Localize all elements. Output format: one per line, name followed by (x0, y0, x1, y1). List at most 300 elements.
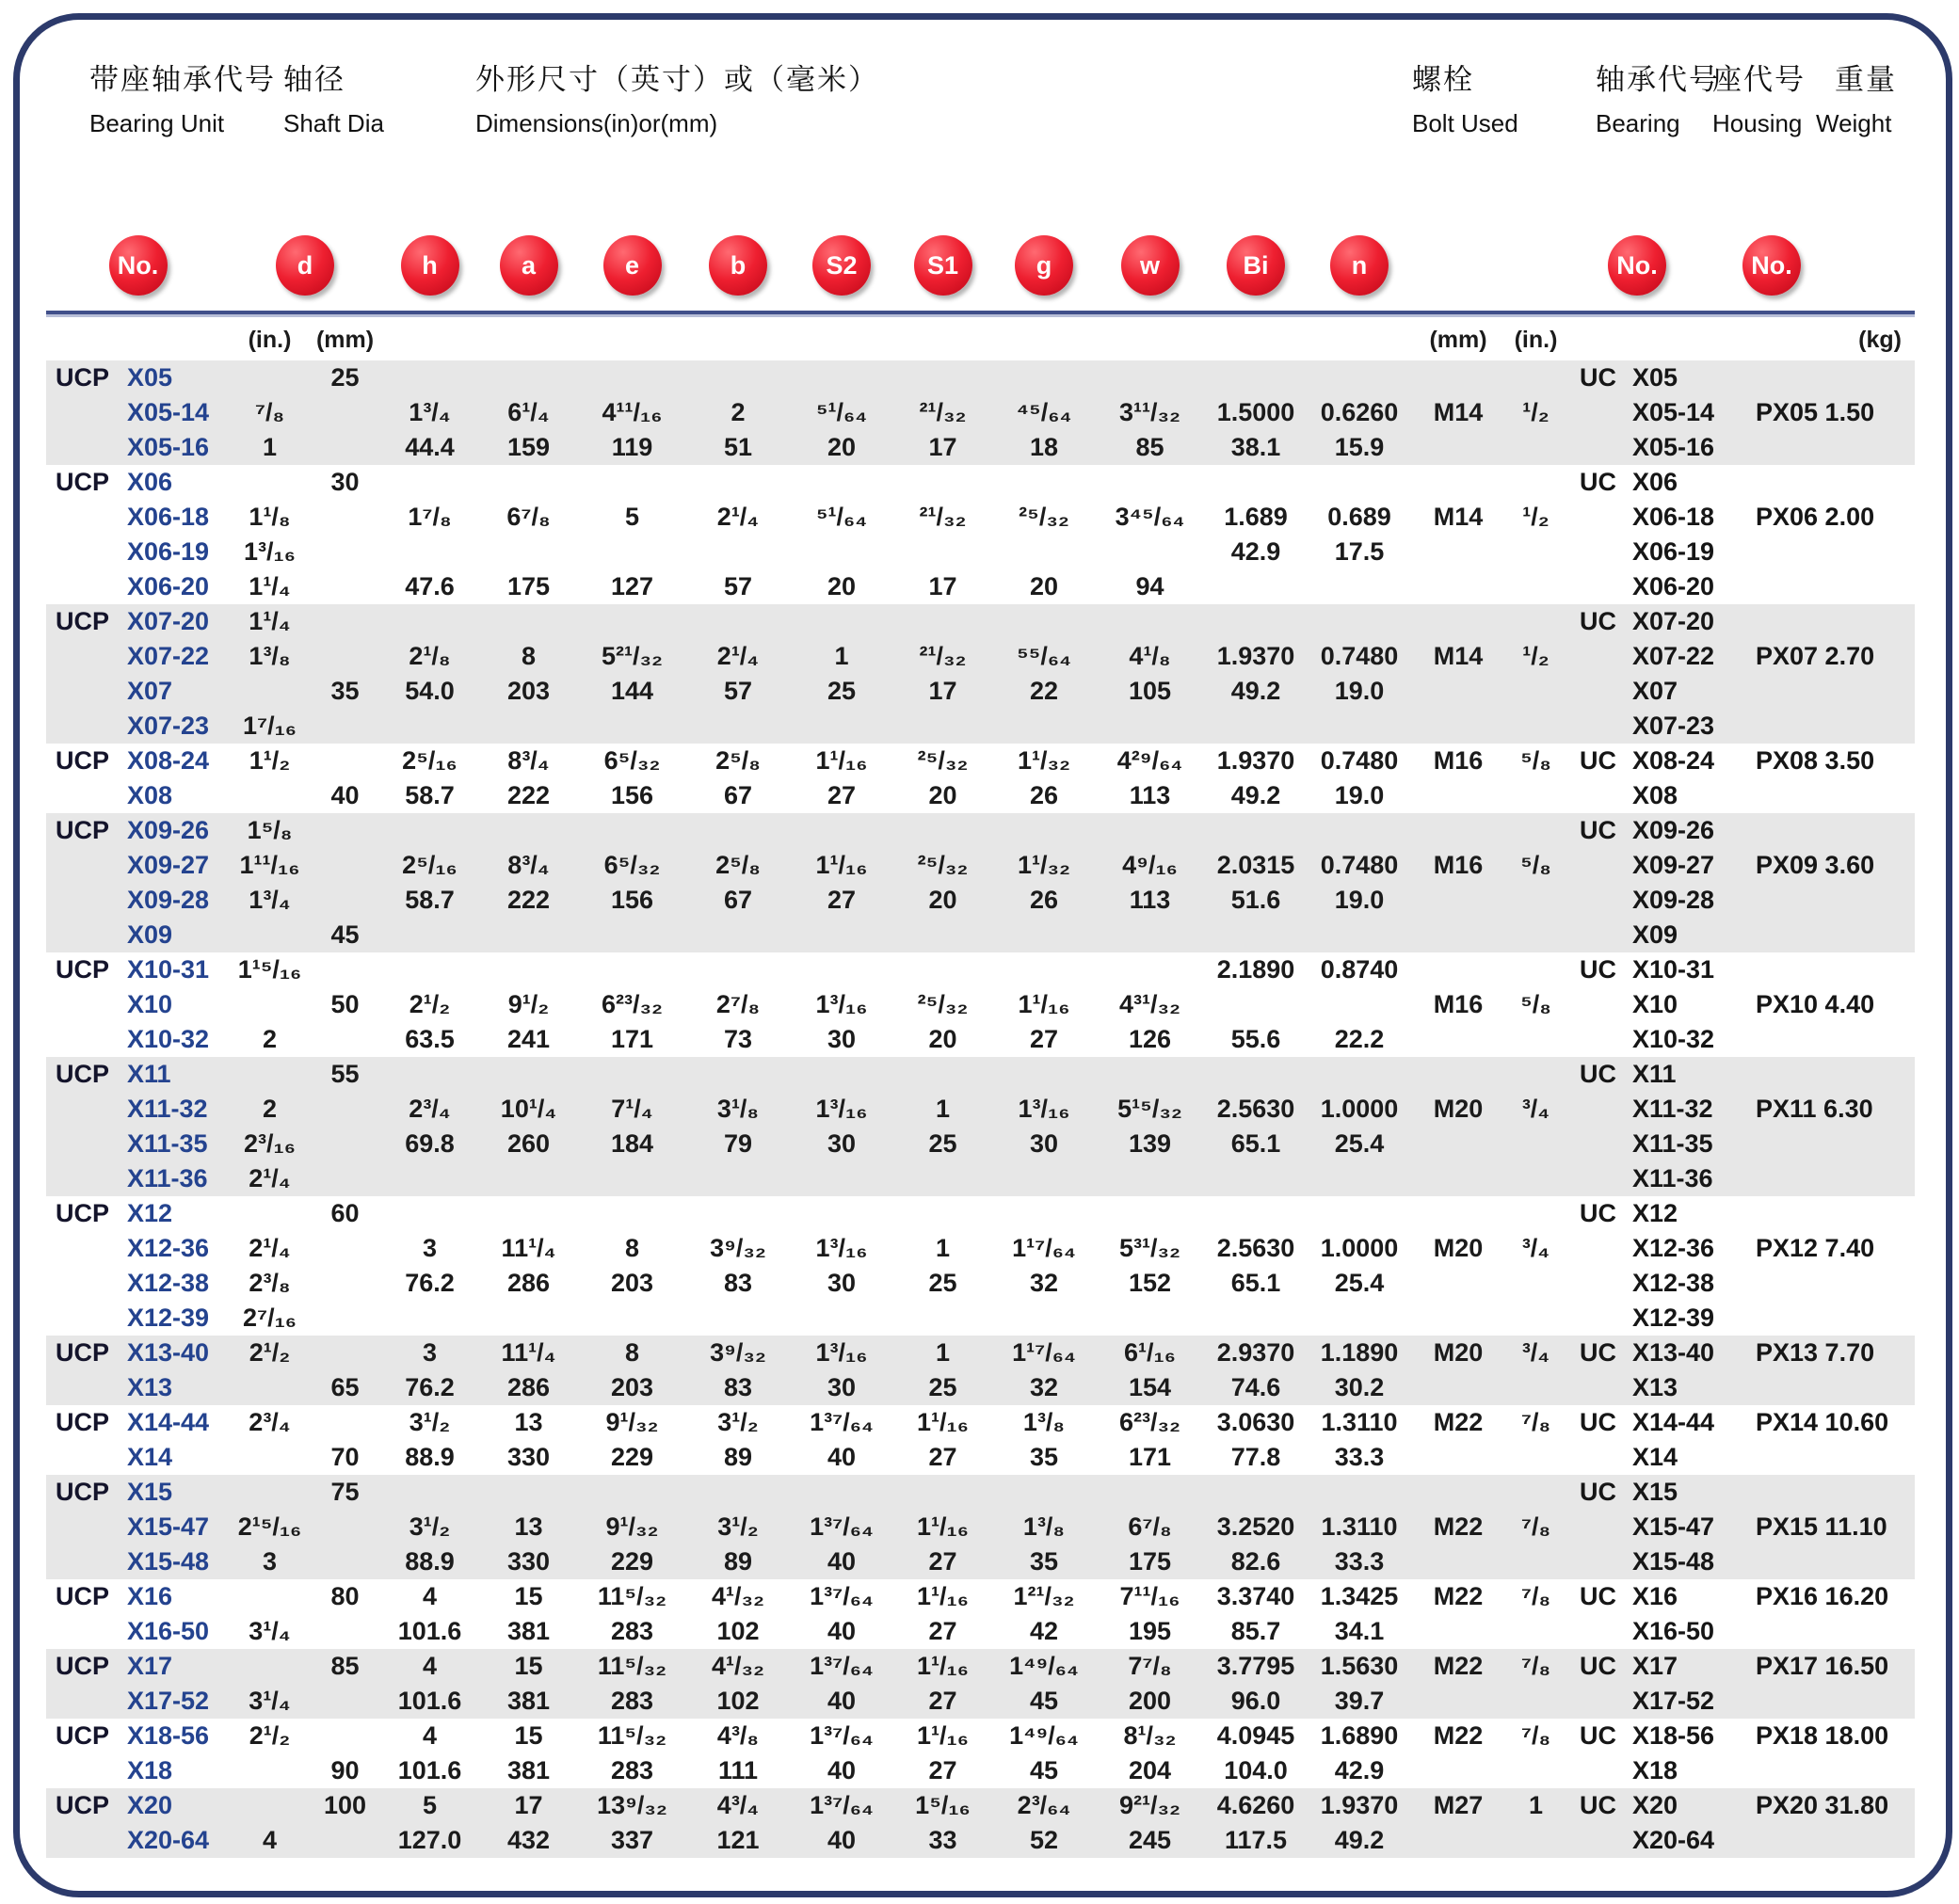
header-divider (46, 311, 1915, 317)
cell-b: 102 (716, 1687, 760, 1715)
cell-a (479, 465, 578, 500)
cell-bolt-in (1505, 1684, 1566, 1719)
cell-bolt-mm (1411, 1266, 1505, 1301)
cell-w: 6²³/₃₂ (1119, 1408, 1180, 1436)
cell-s1: 33 (928, 1826, 957, 1854)
cell-h (380, 918, 479, 952)
cell-bolt-in: 1 (1528, 1791, 1544, 1819)
cell-bi: 3.2520 (1216, 1512, 1295, 1541)
cell-s1: 1¹/₁₆ (917, 1512, 969, 1541)
badge-e: e (603, 235, 662, 296)
cell-h (380, 535, 479, 569)
table-row (46, 1301, 1915, 1336)
cell-a: 286 (506, 1373, 551, 1401)
cell-d-mm (310, 813, 380, 848)
cell-g: 42 (1029, 1617, 1059, 1645)
table-row (46, 465, 1915, 500)
cell-n: 30.2 (1334, 1373, 1385, 1401)
bearing-prefix: UC (1580, 1060, 1616, 1088)
cell-w (1096, 1057, 1204, 1092)
cell-b (686, 1161, 790, 1196)
cell-h: 101.6 (397, 1617, 462, 1645)
unit-prefix: UCP (56, 1652, 110, 1680)
cell-bolt-in (1505, 1057, 1566, 1092)
bearing-code: X11-35 (1632, 1129, 1713, 1158)
cell-a: 6⁷/₈ (506, 503, 551, 531)
cell-h (380, 952, 479, 987)
table-row (46, 883, 1915, 918)
cell-bi: 1.5000 (1216, 398, 1295, 426)
cell-bearing-no (1566, 1719, 1741, 1753)
cell-g: 35 (1029, 1547, 1059, 1576)
table-row (46, 1510, 1915, 1544)
cell-b: 2¹/₄ (716, 503, 760, 531)
cell-e: 229 (610, 1443, 654, 1471)
bearing-code: X14 (1632, 1443, 1678, 1471)
cell-n: 0.7480 (1320, 642, 1399, 670)
cell-bearing-no (1566, 604, 1741, 639)
bearing-code: X10 (1632, 990, 1678, 1018)
cell-d-in: 3¹/₄ (249, 1617, 291, 1645)
unit-code: X17-52 (127, 1687, 210, 1715)
unit-code: X18 (127, 1756, 173, 1784)
cell-bolt-mm: M14 (1433, 642, 1484, 670)
cell-bearing-no (1566, 1196, 1741, 1231)
cell-b (686, 535, 790, 569)
cell-d-mm: 25 (330, 363, 360, 392)
cell-d-in: 1¹/₄ (249, 572, 291, 600)
cell-bolt-mm (1411, 952, 1505, 987)
cell-d-in: 1¹/₈ (249, 503, 291, 531)
table-row (46, 813, 1915, 848)
cell-h (380, 465, 479, 500)
cell-bolt-in (1505, 1823, 1566, 1858)
cell-bolt-in: ⁷/₈ (1520, 1721, 1551, 1750)
unit-code: X08-24 (127, 746, 210, 775)
cell-b: 3⁹/₃₂ (710, 1338, 766, 1367)
cell-n: 33.3 (1334, 1443, 1385, 1471)
cell-e: 8 (624, 1234, 640, 1262)
table-group (46, 744, 1915, 813)
cell-h (380, 1161, 479, 1196)
cell-housing-weight: PX08 3.50 (1756, 746, 1875, 775)
cell-g: 20 (1029, 572, 1059, 600)
cell-d-mm: 85 (330, 1652, 360, 1680)
bearing-prefix: UC (1580, 1199, 1616, 1227)
table-group (46, 360, 1915, 465)
cell-s2: 30 (827, 1129, 857, 1158)
cell-s1: 1 (935, 1095, 951, 1123)
cell-n: 33.3 (1334, 1547, 1385, 1576)
cell-a (479, 1057, 578, 1092)
table-group (46, 1719, 1915, 1788)
table-row (46, 1823, 1915, 1858)
bearing-code: X06-19 (1632, 537, 1715, 566)
cell-d-mm (310, 744, 380, 778)
bearing-prefix: UC (1580, 607, 1616, 635)
cell-w (1096, 709, 1204, 744)
cell-bolt-in (1505, 604, 1566, 639)
cell-b: 89 (723, 1443, 753, 1471)
cell-unit-no (46, 1127, 230, 1161)
badge-w: w (1121, 235, 1180, 296)
cell-w: 5¹⁵/₃₂ (1117, 1095, 1182, 1123)
cell-e: 6⁵/₃₂ (603, 851, 661, 879)
cell-bi: 104.0 (1224, 1756, 1288, 1784)
badge-no-1: No. (109, 235, 168, 296)
cell-housing-weight (1741, 1475, 1915, 1510)
cell-e (578, 1301, 686, 1336)
cell-bolt-mm (1411, 1057, 1505, 1092)
cell-bi: 4.6260 (1216, 1791, 1295, 1819)
cell-unit-no (46, 1196, 230, 1231)
cell-e (578, 465, 686, 500)
table-group (46, 1336, 1915, 1405)
cell-unit-no (46, 360, 230, 395)
cell-s2: 40 (827, 1756, 857, 1784)
cell-s1: ²¹/₃₂ (919, 398, 967, 426)
cell-bolt-mm: M22 (1433, 1582, 1484, 1610)
unit-prefix: UCP (56, 1060, 110, 1088)
cell-bolt-mm (1411, 465, 1505, 500)
cell-s2 (790, 918, 893, 952)
cell-s2 (790, 709, 893, 744)
cell-bi (1204, 1301, 1308, 1336)
cell-s1: ²⁵/₃₂ (917, 851, 969, 879)
bearing-code: X06-20 (1632, 572, 1715, 600)
cell-g (992, 1301, 1096, 1336)
cell-s1: 1¹/₁₆ (917, 1582, 969, 1610)
cell-bolt-mm (1411, 918, 1505, 952)
cell-s1 (893, 465, 992, 500)
cell-bolt-in: ⁵/₈ (1520, 990, 1551, 1018)
cell-d-in (230, 1579, 310, 1614)
cell-h (380, 360, 479, 395)
cell-e: 6⁵/₃₂ (603, 746, 661, 775)
bearing-code: X14-44 (1632, 1408, 1715, 1436)
cell-d-in: 3¹/₄ (249, 1687, 291, 1715)
cell-e (578, 535, 686, 569)
cell-w: 7⁷/₈ (1128, 1652, 1172, 1680)
cell-housing-weight: PX16 16.20 (1756, 1582, 1889, 1610)
bearing-code: X16 (1632, 1582, 1678, 1610)
cell-unit-no (46, 952, 230, 987)
cell-bolt-in (1505, 952, 1566, 987)
unit-code: X15-48 (127, 1547, 210, 1576)
cell-b: 3¹/₂ (717, 1408, 759, 1436)
cell-e: 283 (610, 1687, 654, 1715)
cell-a: 175 (506, 572, 551, 600)
cell-d-in (230, 1753, 310, 1788)
cell-n: 25.4 (1334, 1269, 1385, 1297)
cell-bolt-mm (1411, 674, 1505, 709)
unit-code: X12 (127, 1199, 173, 1227)
cell-d-in: 2¹/₂ (249, 1338, 291, 1367)
cell-e: 171 (610, 1025, 654, 1053)
cell-unit-no (46, 1336, 230, 1370)
cell-housing-weight (1741, 1753, 1915, 1788)
cell-b: 102 (716, 1617, 760, 1645)
cell-g: 52 (1029, 1826, 1059, 1854)
cell-w: 113 (1129, 886, 1171, 914)
cell-w (1096, 1475, 1204, 1510)
cell-s2: 1¹/₁₆ (815, 746, 868, 775)
table-row (46, 360, 1915, 395)
cell-b (686, 1196, 790, 1231)
cell-housing-weight (1741, 1301, 1915, 1336)
cell-b: 2 (731, 398, 746, 426)
bearing-code: X05-14 (1632, 398, 1715, 426)
cell-d-in: 2³/₈ (249, 1269, 291, 1297)
cell-b (686, 709, 790, 744)
cell-d-in (230, 778, 310, 813)
cell-a: 222 (506, 886, 551, 914)
bearing-prefix: UC (1580, 955, 1616, 984)
cell-bearing-no (1566, 569, 1741, 604)
cell-bi: 2.1890 (1216, 955, 1295, 984)
bearing-prefix: UC (1580, 1338, 1616, 1367)
cell-n (1308, 604, 1411, 639)
cell-unit-no (46, 1753, 230, 1788)
cell-bolt-in: ⁷/₈ (1520, 1512, 1551, 1541)
cell-s1 (893, 709, 992, 744)
table-row (46, 1336, 1915, 1370)
cell-e: 203 (610, 1373, 654, 1401)
cell-g (992, 465, 1096, 500)
cell-bolt-in: ³/₄ (1521, 1234, 1550, 1262)
cell-w: 6⁷/₈ (1128, 1512, 1172, 1541)
cell-h: 69.8 (405, 1129, 455, 1158)
bearing-code: X05 (1632, 363, 1678, 392)
bearing-prefix: UC (1580, 746, 1616, 775)
cell-s2: 1³⁷/₆₄ (810, 1512, 874, 1541)
cell-s2 (790, 952, 893, 987)
cell-h (380, 1475, 479, 1510)
cell-bolt-in: ⁷/₈ (1520, 1582, 1551, 1610)
cell-bolt-in (1505, 430, 1566, 465)
cell-unit-no (46, 1370, 230, 1405)
header-dimensions (475, 56, 879, 138)
cell-h: 58.7 (405, 781, 455, 809)
cell-b: 2⁷/₈ (715, 990, 761, 1018)
cell-d-in (230, 360, 310, 395)
cell-bolt-mm (1411, 535, 1505, 569)
cell-g (992, 1475, 1096, 1510)
cell-s1: 27 (928, 1687, 957, 1715)
cell-s1 (893, 918, 992, 952)
cell-d-mm (310, 395, 380, 430)
cell-d-mm (310, 639, 380, 674)
table-row (46, 1788, 1915, 1823)
cell-d-mm (310, 1127, 380, 1161)
unit-prefix: UCP (56, 955, 110, 984)
cell-b (686, 1475, 790, 1510)
cell-s1: 1 (935, 1234, 951, 1262)
cell-d-mm (310, 1022, 380, 1057)
cell-s1: 17 (928, 677, 957, 705)
cell-s2 (790, 1161, 893, 1196)
cell-s1: 27 (928, 1617, 957, 1645)
cell-bi: 2.5630 (1216, 1095, 1295, 1123)
cell-housing-weight (1741, 1057, 1915, 1092)
cell-d-in: 1¹¹/₁₆ (239, 851, 300, 879)
cell-bearing-no (1566, 395, 1741, 430)
cell-h (380, 813, 479, 848)
badge-a: a (500, 235, 558, 296)
cell-unit-no (46, 1405, 230, 1440)
table-row (46, 535, 1915, 569)
cell-bearing-no (1566, 883, 1741, 918)
unit-code: X05-16 (127, 433, 210, 461)
unit-code: X07 (127, 677, 173, 705)
cell-b: 79 (723, 1129, 753, 1158)
cell-d-in: 3 (262, 1547, 278, 1576)
cell-unit-no (46, 883, 230, 918)
cell-e (578, 1057, 686, 1092)
cell-bolt-mm: M16 (1433, 990, 1484, 1018)
cell-a (479, 1301, 578, 1336)
table-row (46, 395, 1915, 430)
table-row (46, 1614, 1915, 1649)
bearing-code: X07-20 (1632, 607, 1715, 635)
cell-bolt-in: ⁵/₈ (1520, 851, 1551, 879)
cell-s1: 25 (928, 1269, 957, 1297)
cell-unit-no (46, 1266, 230, 1301)
cell-d-mm: 60 (330, 1199, 360, 1227)
cell-n (1308, 1161, 1411, 1196)
cell-housing-weight (1741, 709, 1915, 744)
header-shaft-dia (283, 56, 384, 138)
cell-s1: 20 (928, 781, 957, 809)
cell-w (1096, 918, 1204, 952)
cell-h: 4 (422, 1582, 438, 1610)
cell-bi: 2.5630 (1216, 1234, 1295, 1262)
header-bearing-en: Bearing (1596, 109, 1680, 137)
cell-bolt-mm (1411, 430, 1505, 465)
cell-d-mm: 80 (330, 1582, 360, 1610)
cell-s1 (893, 1057, 992, 1092)
cell-bi (1204, 709, 1308, 744)
cell-w: 105 (1128, 677, 1172, 705)
cell-bearing-no (1566, 500, 1741, 535)
header-shaft-dia-en: Shaft Dia (283, 109, 384, 137)
cell-b (686, 1057, 790, 1092)
cell-bolt-mm: M27 (1433, 1791, 1484, 1819)
cell-e: 11⁵/₃₂ (597, 1721, 667, 1750)
cell-housing-weight (1741, 1196, 1915, 1231)
cell-n: 19.0 (1334, 781, 1385, 809)
cell-d-mm (310, 604, 380, 639)
cell-bi: 82.6 (1230, 1547, 1281, 1576)
cell-d-in: 2³/₄ (249, 1408, 291, 1436)
cell-bolt-mm (1411, 1475, 1505, 1510)
cell-unit-no (46, 848, 230, 883)
cell-h: 2³/₄ (409, 1095, 451, 1123)
cell-b: 4¹/₃₂ (712, 1582, 764, 1610)
cell-a (479, 1475, 578, 1510)
header-weight-en: Weight (1816, 109, 1892, 137)
header-bolt-used-zh: 螺栓 (1412, 63, 1474, 96)
cell-d-in: 1⁵/₈ (247, 816, 293, 844)
cell-bolt-mm (1411, 1022, 1505, 1057)
cell-d-mm (310, 535, 380, 569)
cell-g: 18 (1029, 433, 1059, 461)
bearing-code: X07-22 (1632, 642, 1715, 670)
cell-h: 76.2 (405, 1269, 455, 1297)
cell-d-in (230, 1196, 310, 1231)
table-row (46, 1370, 1915, 1405)
unit-bolt-in: (in.) (1514, 327, 1558, 353)
cell-e (578, 1475, 686, 1510)
cell-bi (1204, 1475, 1308, 1510)
cell-b (686, 952, 790, 987)
cell-w: 126 (1128, 1025, 1172, 1053)
bearing-prefix: UC (1580, 1652, 1616, 1680)
cell-s2: 1³⁷/₆₄ (810, 1652, 874, 1680)
cell-bearing-no (1566, 1370, 1741, 1405)
cell-a (479, 1161, 578, 1196)
catalog-page (13, 13, 1952, 1897)
cell-s1 (893, 1161, 992, 1196)
cell-d-mm: 35 (330, 677, 360, 705)
cell-n: 0.8740 (1320, 955, 1399, 984)
cell-unit-no (46, 1719, 230, 1753)
cell-s2: 40 (827, 1687, 857, 1715)
cell-s2: 40 (827, 1617, 857, 1645)
unit-code: X15-47 (127, 1512, 210, 1541)
cell-a: 381 (506, 1617, 551, 1645)
bearing-prefix: UC (1580, 1478, 1616, 1506)
table-row (46, 1753, 1915, 1788)
cell-b: 73 (723, 1025, 753, 1053)
cell-h: 76.2 (405, 1373, 455, 1401)
cell-bolt-in (1505, 360, 1566, 395)
cell-d-mm (310, 1336, 380, 1370)
table-row (46, 604, 1915, 639)
cell-s2: ⁵¹/₆₄ (815, 398, 868, 426)
cell-bolt-mm (1411, 1614, 1505, 1649)
bearing-code: X12-39 (1632, 1304, 1715, 1332)
cell-s1: 25 (928, 1373, 957, 1401)
cell-g: 45 (1029, 1756, 1059, 1784)
badge-no-2: No. (1608, 235, 1666, 296)
cell-s2: 25 (827, 677, 857, 705)
cell-bolt-mm (1411, 569, 1505, 604)
cell-bi: 4.0945 (1216, 1721, 1295, 1750)
cell-d-in: 4 (262, 1826, 278, 1854)
cell-housing-weight (1741, 813, 1915, 848)
cell-bolt-mm (1411, 778, 1505, 813)
cell-n: 1.3110 (1321, 1408, 1398, 1436)
cell-bi: 65.1 (1230, 1269, 1281, 1297)
cell-unit-no (46, 1440, 230, 1475)
cell-unit-no (46, 604, 230, 639)
table-row (46, 918, 1915, 952)
cell-a (479, 918, 578, 952)
cell-bearing-no (1566, 1336, 1741, 1370)
cell-bolt-mm (1411, 709, 1505, 744)
cell-s2 (790, 604, 893, 639)
cell-bearing-no (1566, 1440, 1741, 1475)
cell-n (1308, 1301, 1411, 1336)
cell-b: 67 (723, 886, 753, 914)
cell-d-in: 2 (262, 1025, 278, 1053)
cell-bi (1204, 360, 1308, 395)
cell-bolt-in (1505, 1475, 1566, 1510)
cell-a (479, 1196, 578, 1231)
cell-a: 8 (521, 642, 537, 670)
cell-d-mm (310, 1510, 380, 1544)
